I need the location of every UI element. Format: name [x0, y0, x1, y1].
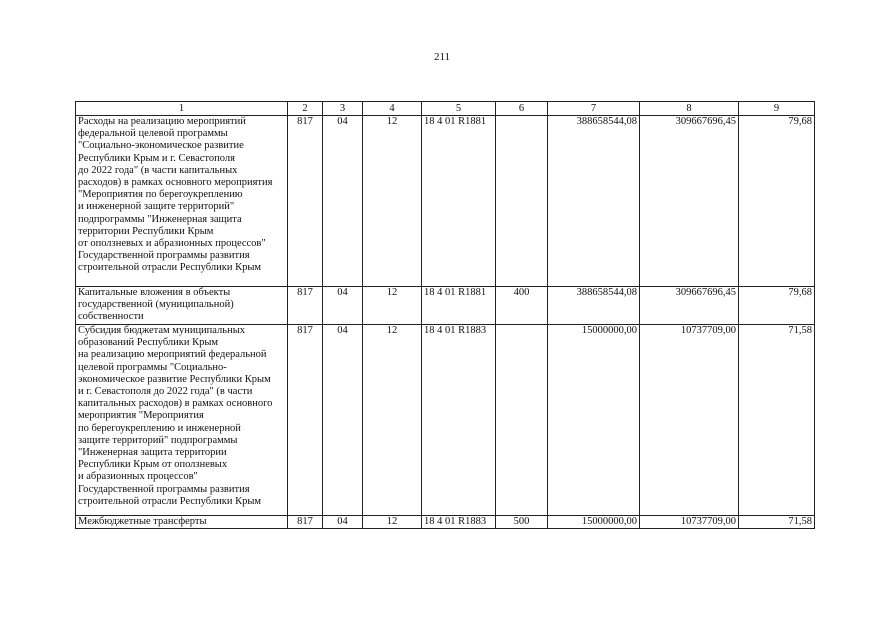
column-header: 6	[496, 102, 548, 116]
budget-table	[75, 101, 815, 529]
description-line: до 2022 года" (в части капитальных	[78, 164, 238, 176]
description-line: "Мероприятия по берегоукреплению	[78, 189, 243, 201]
table-row	[76, 516, 815, 529]
table-row	[76, 325, 815, 516]
description-line: образований Республики Крым	[78, 337, 219, 349]
percent-executed: 79,68	[739, 287, 815, 325]
description-line: и г. Севастополя до 2022 года" (в части	[78, 386, 253, 398]
column-header: 3	[323, 102, 363, 116]
amount-plan: 388658544,08	[548, 116, 640, 287]
description-line: строительной отрасли Республики Крым	[78, 262, 262, 274]
page-number: 211	[433, 51, 451, 63]
description-line: Субсидия бюджетам муниципальных	[78, 325, 246, 336]
amount-plan: 15000000,00	[548, 516, 640, 529]
column-header: 2	[288, 102, 323, 116]
target-article: 18 4 01 R1881	[422, 287, 496, 325]
description-line: и инженерной защите территорий"	[78, 201, 235, 213]
target-article: 18 4 01 R1883	[422, 325, 496, 516]
target-article: 18 4 01 R1883	[422, 516, 496, 529]
amount-executed: 10737709,00	[640, 325, 739, 516]
description-line: и абразионных процессов"	[78, 471, 198, 483]
amount-executed: 309667696,45	[640, 116, 739, 287]
description-line: собственности	[78, 311, 144, 323]
description-line: подпрограммы "Инженерная защита	[78, 213, 242, 225]
description-line: Государственной программы развития	[78, 483, 250, 495]
amount-executed: 309667696,45	[640, 287, 739, 325]
description-line: территории Республики Крым	[78, 225, 214, 237]
description-line: Межбюджетные трансферты	[78, 516, 207, 527]
ministry-code: 817	[288, 516, 323, 529]
row-description	[78, 116, 285, 275]
description-line: "Социально-экономическое развитие	[78, 140, 244, 152]
description-line: по берегоукреплению и инженерной	[78, 422, 241, 434]
description-line: Республики Крым и г. Севастополя	[78, 152, 235, 164]
column-header: 4	[363, 102, 422, 116]
percent-executed: 71,58	[739, 325, 815, 516]
expense-type: 500	[496, 516, 548, 529]
ministry-code: 817	[288, 287, 323, 325]
row-description	[78, 287, 285, 324]
subsection-code: 12	[363, 287, 422, 325]
description-line: целевой программы "Социально-	[78, 361, 227, 373]
description-line: капитальных расходов) в рамках основного	[78, 398, 273, 410]
expense-type: 400	[496, 287, 548, 325]
description-line: Государственной программы развития	[78, 250, 250, 262]
ministry-code: 817	[288, 116, 323, 287]
target-article: 18 4 01 R1881	[422, 116, 496, 287]
description-line: строительной отрасли Республики Крым	[78, 495, 262, 507]
percent-executed: 71,58	[739, 516, 815, 529]
description-line: Капитальные вложения в объекты	[78, 287, 231, 298]
description-line: Расходы на реализацию мероприятий	[78, 116, 246, 127]
amount-plan: 388658544,08	[548, 287, 640, 325]
header-row	[76, 102, 815, 116]
row-description	[78, 516, 285, 528]
subsection-code: 12	[363, 325, 422, 516]
description-line: защите территорий" подпрограммы	[78, 434, 238, 446]
description-line: государственной (муниципальной)	[78, 299, 234, 311]
column-header: 5	[422, 102, 496, 116]
section-code: 04	[323, 287, 363, 325]
description-line: расходов) в рамках основного мероприятия	[78, 177, 273, 189]
description-line: Республики Крым от оползневых	[78, 459, 228, 471]
description-line: от оползневых и абразионных процессов"	[78, 238, 266, 250]
description-line: на реализацию мероприятий федеральной	[78, 349, 267, 361]
percent-executed: 79,68	[739, 116, 815, 287]
column-header: 1	[76, 102, 288, 116]
column-header: 7	[548, 102, 640, 116]
expense-type	[496, 325, 548, 516]
table-row	[76, 287, 815, 325]
section-code: 04	[323, 116, 363, 287]
row-description	[78, 325, 285, 508]
expense-type	[496, 116, 548, 287]
amount-plan: 15000000,00	[548, 325, 640, 516]
subsection-code: 12	[363, 116, 422, 287]
table-row	[76, 116, 815, 287]
description-line: мероприятия "Мероприятия	[78, 410, 204, 422]
section-code: 04	[323, 516, 363, 529]
description-line: федеральной целевой программы	[78, 128, 228, 140]
column-header: 9	[739, 102, 815, 116]
description-line: "Инженерная защита территории	[78, 447, 227, 459]
description-line: экономическое развитие Республики Крым	[78, 373, 271, 385]
column-header: 8	[640, 102, 739, 116]
section-code: 04	[323, 325, 363, 516]
subsection-code: 12	[363, 516, 422, 529]
amount-executed: 10737709,00	[640, 516, 739, 529]
ministry-code: 817	[288, 325, 323, 516]
